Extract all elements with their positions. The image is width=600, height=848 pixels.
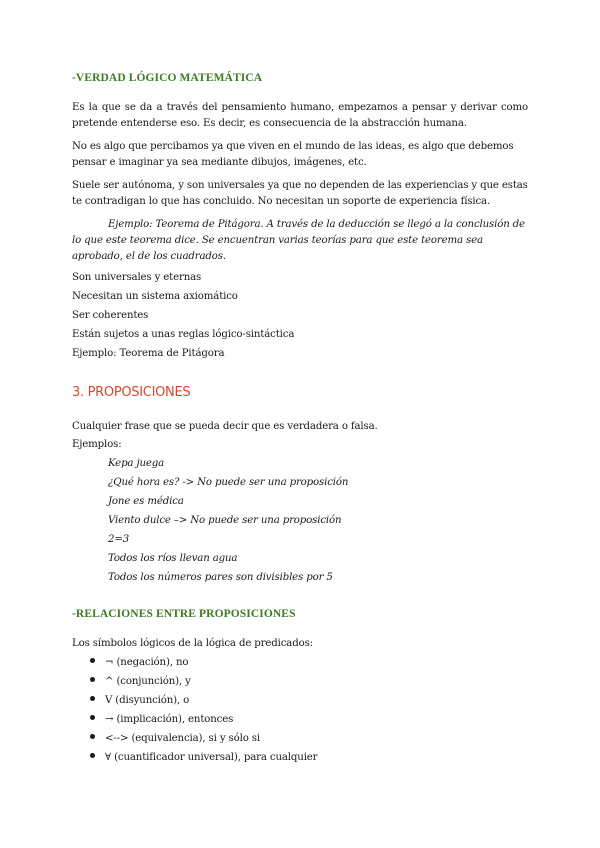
- verdad-heading: -VERDAD LÓGICO MATEMÁTICA: [72, 72, 263, 84]
- verdad-list-item: Necesitan un sistema axiomático: [72, 291, 238, 302]
- bullet-dot-icon: [90, 677, 95, 682]
- verdad-paragraph-2: No es algo que percibamos ya que viven en el mundo de las ideas, es algo que debemos pensar e imaginar ya sea mediante dibujos, imágenes, etc.: [72, 141, 514, 168]
- bullet-dot-icon: [90, 753, 95, 758]
- verdad-paragraph-1: Es la que se da a través del pensamiento humano, empezamos a pensar y derivar como pretende entenderse eso. Es decir, es consecuencia de la abstracción humana.: [72, 102, 528, 129]
- bullet-dot-icon: [90, 696, 95, 701]
- proposicion-example: 2=3: [108, 534, 130, 545]
- proposicion-example: Todos los números pares son divisibles por 5: [108, 572, 333, 583]
- bullet-dot-icon: [90, 734, 95, 739]
- proposicion-example: Todos los ríos llevan agua: [108, 553, 238, 564]
- relaciones-bullet: ^ (conjunción), y: [90, 674, 191, 690]
- proposicion-example: Viento dulce –> No puede ser una proposición: [108, 515, 342, 526]
- proposicion-example: ¿Qué hora es? -> No puede ser una proposición: [108, 477, 349, 488]
- relaciones-intro: Los símbolos lógicos de la lógica de predicados:: [72, 638, 313, 649]
- proposiciones-examples-label: Ejemplos:: [72, 439, 122, 450]
- verdad-example: Ejemplo: Teorema de Pitágora. A través de la deducción se llegó a la conclusión de lo que este teorema dice. Se encuentran varias teorías para que este teorema sea aprobado, el de los cuadrados.: [72, 219, 525, 262]
- relaciones-bullet: → (implicación), entonces: [90, 712, 233, 728]
- verdad-list-item: Ser coherentes: [72, 310, 149, 321]
- relaciones-bullet: V (disyunción), o: [90, 693, 189, 709]
- verdad-list-item: Están sujetos a unas reglas lógico-sintáctica: [72, 329, 295, 340]
- verdad-list-item: Ejemplo: Teorema de Pitágora: [72, 348, 225, 359]
- bullet-dot-icon: [90, 658, 95, 663]
- proposiciones-heading: 3. PROPOSICIONES: [72, 385, 191, 400]
- verdad-list-item: Son universales y eternas: [72, 272, 202, 283]
- verdad-paragraph-3: Suele ser autónoma, y son universales ya que no dependen de las experiencias y que estas te contradigan lo que has concluido. No necesitan un soporte de experiencia física.: [72, 180, 528, 207]
- relaciones-bullet: <--> (equivalencia), si y sólo si: [90, 731, 260, 747]
- proposicion-example: Kepa juega: [108, 458, 165, 469]
- relaciones-bullet: ¬ (negación), no: [90, 655, 188, 671]
- proposiciones-intro: Cualquier frase que se pueda decir que es verdadera o falsa.: [72, 421, 378, 432]
- relaciones-heading: -RELACIONES ENTRE PROPOSICIONES: [72, 608, 296, 620]
- bullet-dot-icon: [90, 715, 95, 720]
- relaciones-bullet: ∀ (cuantificador universal), para cualquier: [90, 750, 317, 766]
- proposicion-example: Jone es médica: [108, 496, 184, 507]
